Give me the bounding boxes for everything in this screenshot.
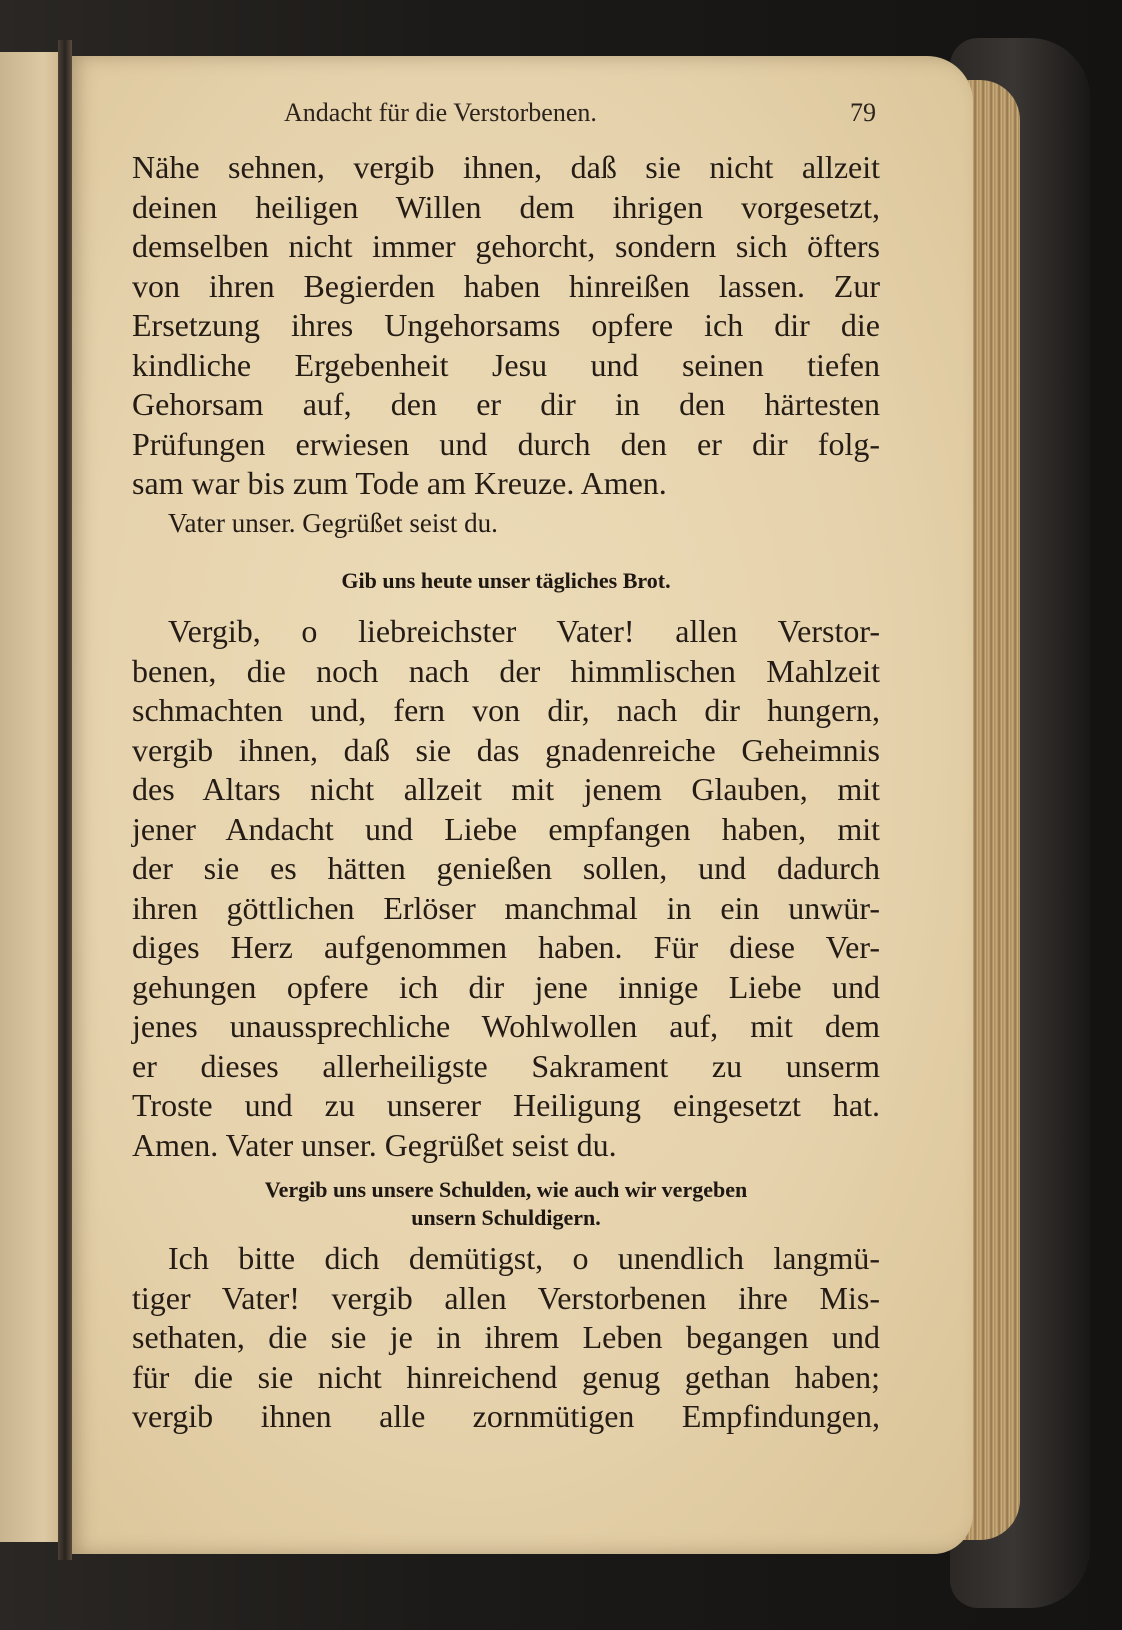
book-gutter xyxy=(58,40,72,1560)
text-line: des Altars nicht allzeit mit jenem Glauben, mit xyxy=(132,771,880,807)
text-line: Nähe sehnen, vergib ihnen, daß sie nicht allzeit xyxy=(132,149,880,185)
section-heading xyxy=(132,1176,880,1232)
heading-line: Vergib uns unsere Schulden, wie auch wir vergeben xyxy=(264,1177,748,1202)
text-line: jener Andacht und Liebe empfangen haben, mit xyxy=(132,810,880,847)
heading-line: unsern Schuldigern. xyxy=(411,1205,601,1230)
paragraph-2 xyxy=(132,612,880,1165)
text-line: Ersetzung ihres Ungehorsams opfere ich dir die xyxy=(132,307,880,343)
text-line: benen, die noch nach der himmlischen Mahlzeit xyxy=(132,652,880,689)
text-line: deinen heiligen Willen dem ihrigen vorgesetzt, xyxy=(132,188,880,225)
text-line: tiger Vater! vergib allen Verstorbenen ihre Mis- xyxy=(132,1279,880,1316)
text-line: diges Herz aufgenommen haben. Für diese Ver- xyxy=(132,929,880,965)
text-line: demselben nicht immer gehorcht, sondern sich öfters xyxy=(132,228,880,264)
text-line: jenes unaussprechliche Wohlwollen auf, mit dem xyxy=(132,1008,880,1044)
text-line: Troste und zu unserer Heiligung eingesetzt hat. xyxy=(132,1087,880,1123)
paragraph-3 xyxy=(132,1239,880,1437)
text-line: für die sie nicht hinreichend genug gethan haben; xyxy=(132,1358,880,1395)
text-line: vergib ihnen alle zornmütigen Empfindungen, xyxy=(132,1398,880,1434)
section-heading: Gib uns heute unser tägliches Brot. xyxy=(341,568,671,593)
text-line: Ich bitte dich demütigst, o unendlich langmü- xyxy=(168,1240,880,1276)
text-line: vergib ihnen, daß sie das gnadenreiche Geheimnis xyxy=(132,731,880,768)
text-line: gehungen opfere ich dir jene innige Liebe und xyxy=(132,968,880,1005)
text-line: Amen. Vater unser. Gegrüßet seist du. xyxy=(132,1126,617,1163)
text-line: sethaten, die sie je in ihrem Leben begangen und xyxy=(132,1319,880,1355)
text-line: Vergib, o liebreichster Vater! allen Verstor- xyxy=(168,613,880,649)
previous-page-edge xyxy=(0,52,62,1542)
prayer-line: Vater unser. Gegrüßet seist du. xyxy=(168,508,498,538)
text-line: Prüfungen erwiesen und durch den er dir folg- xyxy=(132,425,880,462)
page-header xyxy=(284,98,876,138)
text-line: ihren göttlichen Erlöser manchmal in ein unwür- xyxy=(132,889,880,926)
text-line: schmachten und, fern von dir, nach dir hungern, xyxy=(132,692,880,728)
text-line: von ihren Begierden haben hinreißen lassen. Zur xyxy=(132,267,880,304)
running-title: Andacht für die Verstorbenen. xyxy=(284,98,597,127)
text-line: kindliche Ergebenheit Jesu und seinen tiefen xyxy=(132,346,880,383)
page-number: 79 xyxy=(850,98,876,127)
text-line: er dieses allerheiligste Sakrament zu unserm xyxy=(132,1047,880,1084)
text-line: der sie es hätten genießen sollen, und dadurch xyxy=(132,850,880,886)
text-line: Gehorsam auf, den er dir in den härtesten xyxy=(132,386,880,422)
paragraph-1 xyxy=(132,148,880,504)
text-line: sam war bis zum Tode am Kreuze. Amen. xyxy=(132,465,667,501)
